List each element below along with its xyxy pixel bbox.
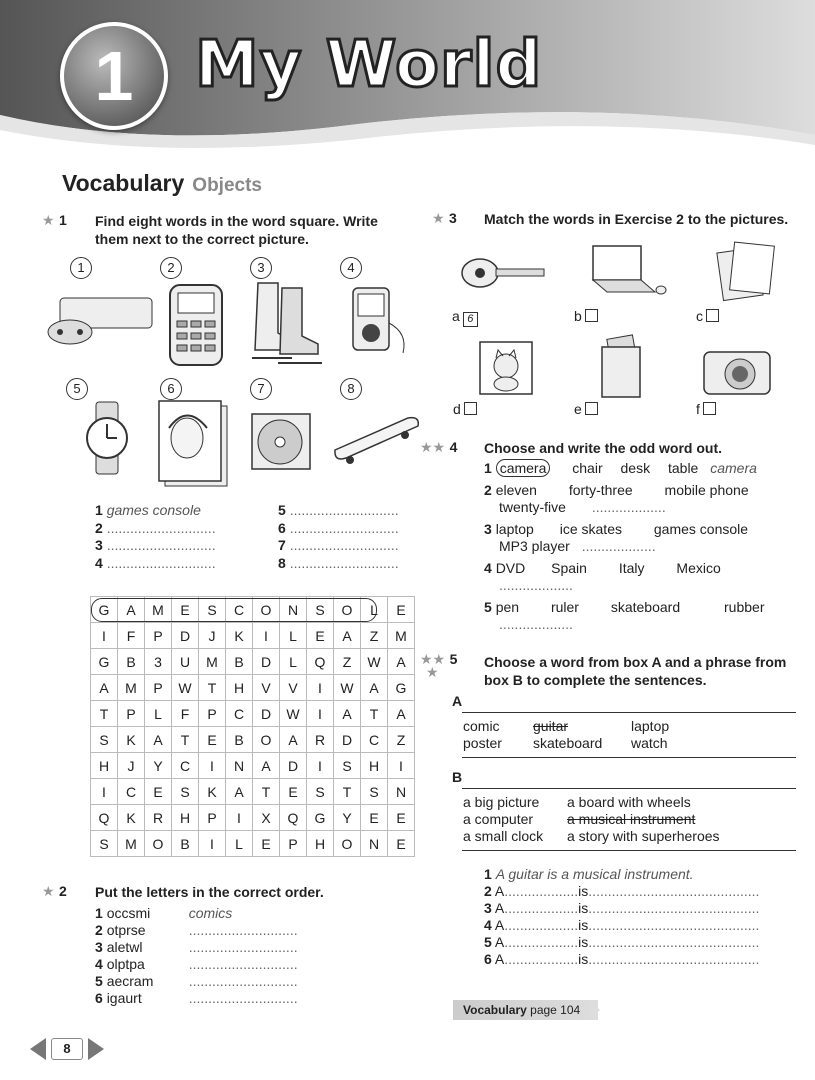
answer-line: 3 ............................ [95,537,216,553]
camera-icon [700,344,775,399]
word-square-cell: I [91,779,118,805]
word-square-cell: O [334,831,361,857]
word-square-cell: I [307,675,334,701]
word-square-cell: N [361,831,388,857]
prev-page-arrow-icon[interactable] [30,1038,46,1060]
word-square-cell: O [145,831,172,857]
word-square-cell: Z [334,649,361,675]
word-square-cell: I [307,701,334,727]
word-square-cell: M [145,597,172,623]
word-square-cell: O [253,727,280,753]
posters-icon [716,240,778,302]
word-square-cell: I [199,831,226,857]
ex4-instruction: Choose and write the odd word out. [484,440,722,456]
ex3-header: ★ 3 [432,210,457,226]
pic-num-6: 6 [160,378,182,400]
ex1-header: ★ 1 [42,212,67,228]
answer-line: 7 ............................ [278,537,399,553]
word-square-cell: P [145,623,172,649]
word-square-cell: D [172,623,199,649]
word-square-cell: K [199,779,226,805]
word-square-cell: O [334,597,361,623]
word-square-row [91,805,415,831]
word-square-cell: D [334,727,361,753]
word-square-cell: D [253,701,280,727]
pic-num-3: 3 [250,257,272,279]
word-square-cell: S [334,753,361,779]
arrow-right-icon [588,1000,600,1020]
word-square-cell: L [145,701,172,727]
word-square-cell: N [280,597,307,623]
laptop-icon [585,242,670,300]
word-square-cell: 3 [145,649,172,675]
word-square-cell: P [199,701,226,727]
page-number: 8 [51,1038,83,1060]
star-icon: ★ [42,883,55,899]
word-square-cell: K [226,623,253,649]
word-square-cell: C [172,753,199,779]
mp3-player-icon [348,283,416,358]
word-square-cell: S [199,597,226,623]
word-square-cell: N [226,753,253,779]
word-square-cell: V [280,675,307,701]
ice-skates-icon [250,278,325,366]
ex5-sentence: 4 A...................is............................................ [484,917,760,933]
ex2-items [95,905,298,1007]
word-square-row [91,779,415,805]
ex5-sentences [484,866,759,968]
word-square-cell: F [172,701,199,727]
pic-num-4: 4 [340,257,362,279]
word-square-cell: I [226,805,253,831]
vocabulary-reference: Vocabulary page 104 [453,1000,598,1020]
word-square-cell: P [145,675,172,701]
word-square-cell: E [388,831,415,857]
word-square-cell: H [91,753,118,779]
word-square-cell: H [307,831,334,857]
word-square-cell: I [199,753,226,779]
box-b-bottom-rule [462,850,796,851]
word-square-cell: M [388,623,415,649]
word-square-cell: W [280,701,307,727]
ex3-label-c[interactable]: c [696,308,719,325]
word-square-cell: P [118,701,145,727]
word-square-cell: V [253,675,280,701]
answer-line: 6 ............................ [278,519,399,536]
word-square-cell: P [280,831,307,857]
word-square-cell: G [307,805,334,831]
ex4-item-2: 2 eleven forty-three mobile phone twenty-five ................... [484,482,749,515]
ex4-item-5: 5 pen ruler skateboard rubber ................... [484,599,765,632]
word-square-cell: T [91,701,118,727]
word-square-cell: C [118,779,145,805]
word-square-cell: K [118,805,145,831]
answer-line: 2 ............................ [95,519,216,536]
word-square-cell: A [253,753,280,779]
word-square-cell: D [253,649,280,675]
word-square-cell: I [253,623,280,649]
word-square-cell: M [118,831,145,857]
word-square-row [91,727,415,753]
word-square-cell: W [172,675,199,701]
word-square-cell: B [226,727,253,753]
box-a-words: comic guitar laptop poster skateboard watch [463,718,670,751]
word-square-row [91,623,415,649]
ex1-instruction: Find eight words in the word square. Write them next to the correct picture. [95,213,378,247]
word-square-cell: Z [388,727,415,753]
unit-number-badge: 1 [60,22,168,130]
word-square-cell: S [307,597,334,623]
word-square-cell: F [118,623,145,649]
word-square-row [91,649,415,675]
word-square-cell: N [388,779,415,805]
word-square-cell: T [253,779,280,805]
word-square-cell: H [226,675,253,701]
mobile-phone-icon [165,283,227,368]
word-square-cell: Q [280,805,307,831]
word-square-cell: H [172,805,199,831]
unit-title: My World [195,28,543,102]
ex2-item: 1 occsmi comics [95,905,233,921]
ex3-label-b[interactable]: b [574,308,598,325]
cat-poster-icon [476,338,536,398]
word-square-cell: C [226,701,253,727]
word-square-row [91,701,415,727]
answer-line: 5 ............................ [278,502,399,518]
box-b-label: B [452,769,463,785]
word-square-cell: B [118,649,145,675]
ex2-header: ★ 2 [42,883,67,899]
ex4-item-3: 3 laptop ice skates games console MP3 player ................... [484,521,749,554]
word-square-cell: M [118,675,145,701]
word-square-cell: B [172,831,199,857]
word-square-cell: A [334,623,361,649]
star-icon: ★★ [420,651,446,667]
answer-line: 8 ............................ [278,554,399,571]
word-square-row [91,831,415,857]
section-heading: Vocabulary Objects [62,170,262,196]
word-square-cell: K [118,727,145,753]
wallet-icon [596,333,646,401]
word-square [90,596,415,857]
word-square-cell: E [145,779,172,805]
word-square-cell: I [388,753,415,779]
word-square-cell: E [361,805,388,831]
word-square-cell: B [226,649,253,675]
word-square-cell: C [226,597,253,623]
word-square-cell: T [361,701,388,727]
ex3-label-e[interactable]: e [574,401,598,418]
word-square-cell: T [199,675,226,701]
star-icon: ★ [42,212,55,228]
ex2-item: 3 aletwl ............................ [95,939,298,955]
word-square-cell: R [145,805,172,831]
word-square-cell: Q [307,649,334,675]
word-square-cell: L [280,649,307,675]
word-square-cell: E [388,805,415,831]
word-square-cell: G [91,597,118,623]
ex5-instruction: Choose a word from box A and a phrase from box B to complete the sentences. [484,654,787,688]
word-square-cell: H [361,753,388,779]
ex2-instruction: Put the letters in the correct order. [95,884,324,900]
answer-line: 1 games console [95,502,201,518]
word-square-cell: S [91,831,118,857]
star-icon: ★ [432,210,445,226]
word-square-cell: W [361,649,388,675]
watch-icon [84,400,134,476]
word-square-cell: Z [361,623,388,649]
ex5-header: ★★ 5 ★ [420,651,458,680]
next-page-arrow-icon[interactable] [88,1038,104,1060]
word-square-cell: U [172,649,199,675]
word-square-cell: W [334,675,361,701]
pic-num-7: 7 [250,378,272,400]
pic-num-8: 8 [340,378,362,400]
ex4-item-4: 4 DVD Spain Italy Mexico ................... [484,560,721,593]
ex3-label-f[interactable]: f [696,401,716,418]
word-square-cell: Y [334,805,361,831]
word-square-cell: P [199,805,226,831]
ex1-answers-left [95,502,216,572]
word-square-cell: E [199,727,226,753]
word-square-cell: E [388,597,415,623]
word-square-cell: S [361,779,388,805]
found-word-highlight [91,598,377,622]
word-square-cell: T [172,727,199,753]
word-square-cell: I [307,753,334,779]
word-square-cell: Y [145,753,172,779]
dvd-icon [248,410,316,472]
word-square-cell: J [118,753,145,779]
pic-num-2: 2 [160,257,182,279]
box-a-bottom-rule [462,757,796,758]
pic-num-1: 1 [70,257,92,279]
ex2-item: 6 igaurt ............................ [95,990,298,1006]
word-square-cell: A [280,727,307,753]
word-square-cell: G [91,649,118,675]
word-square-cell: E [253,831,280,857]
box-a-label: A [452,693,463,709]
ex3-instruction: Match the words in Exercise 2 to the pictures. [484,211,789,227]
word-square-cell: A [91,675,118,701]
word-square-cell: A [334,701,361,727]
word-square-cell: L [226,831,253,857]
answer-line: 4 ............................ [95,554,216,571]
ex1-answers-right [278,502,399,572]
ex5-sentence: 2 A...................is............................................ [484,883,760,899]
word-square-cell: J [199,623,226,649]
word-square-cell: E [307,623,334,649]
ex4-header: ★★ 4 [420,439,458,455]
word-square-cell: A [388,649,415,675]
word-square-cell: Q [91,805,118,831]
box-b-phrases: a big picture a board with wheels a computer a musical instrument a small clock a story with superheroes [463,794,720,844]
box-a-top-rule [462,712,796,713]
word-square-cell: A [388,701,415,727]
ex2-item: 2 otprse ............................ [95,922,298,938]
word-square-cell: X [253,805,280,831]
word-square-cell: I [91,623,118,649]
word-square-cell: D [280,753,307,779]
word-square-cell: R [307,727,334,753]
comics-icon [155,398,230,488]
ex3-label-d[interactable]: d [453,401,477,418]
word-square-cell: M [199,649,226,675]
ex5-sentence: 1 A guitar is a musical instrument. [484,866,694,882]
word-square-cell: A [145,727,172,753]
ex5-sentence: 6 A...................is............................................ [484,951,760,967]
word-square-cell: A [118,597,145,623]
ex5-sentence: 3 A...................is............................................ [484,900,760,916]
ex5-sentence: 5 A...................is............................................ [484,934,760,950]
word-square-row [91,675,415,701]
word-square-row [91,753,415,779]
word-square-cell: O [253,597,280,623]
box-b-top-rule [462,788,796,789]
word-square-cell: T [334,779,361,805]
word-square-cell: A [361,675,388,701]
guitar-icon [458,248,550,298]
ex3-label-a: a 6 [452,308,478,327]
word-square-cell: E [280,779,307,805]
word-square-cell: A [226,779,253,805]
skateboard-icon [330,410,422,465]
word-square-cell: L [361,597,388,623]
section-subtitle: Objects [192,175,262,196]
word-square-cell: E [172,597,199,623]
ex2-item: 5 aecram ............................ [95,973,298,989]
pic-num-5: 5 [66,378,88,400]
ex2-item: 4 olptpa ............................ [95,956,298,972]
word-square-cell: G [388,675,415,701]
word-square-cell: C [361,727,388,753]
word-square-cell: L [280,623,307,649]
games-console-icon [45,290,157,350]
word-square-cell: S [307,779,334,805]
ex4-item-1: 1 camera chair desk table camera [484,460,757,476]
star-icon: ★★ [420,439,446,455]
word-square-cell: S [172,779,199,805]
word-square-cell: S [91,727,118,753]
